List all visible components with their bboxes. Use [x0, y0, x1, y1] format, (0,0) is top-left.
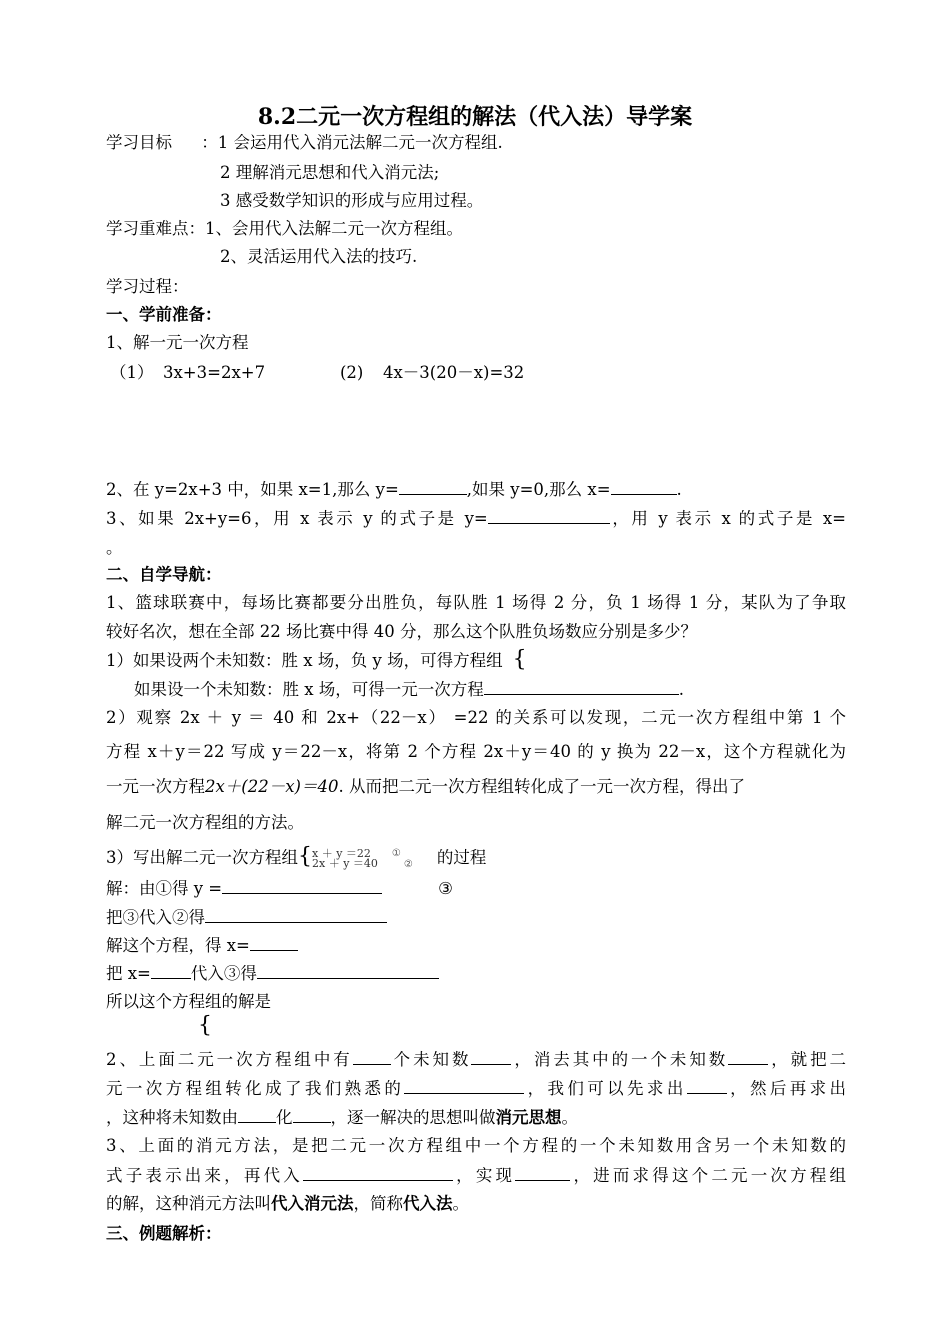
p3-text-a: 式子表示出来，再代入 [106, 1166, 303, 1185]
p2-blank-3[interactable] [728, 1049, 768, 1065]
circled-1: ① [391, 847, 401, 859]
p2-text-f: ，我们可以先求出 [524, 1079, 687, 1098]
s1-line-2 [134, 679, 684, 700]
step2-blank[interactable] [205, 907, 387, 923]
eq2: 4x－3(20－x)=32 [383, 363, 525, 382]
elimination-idea-term: 消元思想 [495, 1108, 562, 1127]
section-1-heading: 一、学前准备： [106, 305, 222, 324]
p2-text-d: ，就把二 [768, 1050, 847, 1069]
system-eq-1: x ＋ y ＝22 [312, 846, 371, 860]
page-title: 8.2二元一次方程组的解法（代入法）导学案 [257, 104, 693, 130]
brace-icon: { [298, 844, 312, 869]
p2-blank-7[interactable] [293, 1107, 331, 1123]
s2-line-2: 方程 x＋y＝22 写成 y＝22－x，将第 2 个方程 2x＋y＝40 的 y 换为 22－x，这个方程就化为 [106, 742, 846, 761]
step-5: 所以这个方程组的解是 [106, 992, 271, 1011]
p2-blank-6[interactable] [238, 1107, 276, 1123]
q2-text-b: ,如果 y=0,那么 x= [466, 480, 611, 499]
sec1-q1: 1、解一元一次方程 [106, 333, 249, 352]
step1-marker: ③ [438, 879, 453, 898]
difficulty-1: 1、会用代入法解二元一次方程组。 [205, 219, 463, 238]
step-3 [106, 935, 298, 956]
difficulty-line-1 [106, 219, 463, 239]
p2-blank-4[interactable] [404, 1078, 524, 1094]
p2-text-k: 。 [561, 1108, 578, 1127]
s2-line-4: 解二元一次方程组的方法。 [106, 813, 304, 832]
q3-blank-y[interactable] [488, 508, 610, 524]
sec1-q2 [106, 479, 682, 500]
p2-text-i: 化 [276, 1108, 293, 1127]
p2-line-1 [106, 1049, 846, 1070]
goal-2: 2 理解消元思想和代入消元法; [220, 163, 440, 182]
p3-text-d: 的解，这种消元方法叫 [106, 1194, 271, 1213]
q2-blank-y[interactable] [399, 479, 467, 495]
goals-line-1 [106, 133, 503, 153]
difficulty-label: 学习重难点： [106, 219, 205, 238]
brace-icon: { [512, 647, 527, 672]
equation-markers [392, 848, 413, 870]
p2-line-3 [106, 1107, 578, 1128]
p2-text-a: 2、上面二元一次方程组中有 [106, 1050, 353, 1069]
section-2-heading: 二、自学导航： [106, 565, 222, 584]
p2-text-h: ，这种将未知数由 [106, 1108, 238, 1127]
step4-blank-x[interactable] [151, 963, 191, 979]
p3-text-e: ，简称 [353, 1194, 403, 1213]
p2-text-c: ，消去其中的一个未知数 [511, 1050, 729, 1069]
p2-text-j: ，逐一解决的思想叫做 [330, 1108, 496, 1127]
p3-text-c: ，进而求得这个二元一次方程组 [570, 1166, 847, 1185]
s2-line-1: 2）观察 2x ＋ y ＝ 40 和 2x+（22－x） =22 的关系可以发现，二元一次方程组中第 1 个 [106, 708, 846, 727]
difficulty-2: 2、灵活运用代入法的技巧. [220, 247, 418, 266]
step-1 [106, 878, 453, 899]
solution-brace-icon: { [198, 1013, 212, 1038]
substitution-elimination-term: 代入消元法 [271, 1194, 354, 1213]
eq1-num: （1） [110, 363, 154, 382]
s2-text-b: . 从而把二元一次方程组转化成了一元一次方程，得出了 [338, 777, 745, 796]
step4-text-a: 把 x= [106, 964, 151, 983]
s1-blank[interactable] [484, 679, 679, 695]
step-4 [106, 963, 439, 984]
p2-blank-5[interactable] [687, 1078, 727, 1094]
step1-text: 解：由①得 y = [106, 879, 223, 898]
p3-blank-2[interactable] [515, 1165, 570, 1181]
p2-text-g: ，然后再求出 [726, 1079, 847, 1098]
p3-blank-1[interactable] [303, 1165, 453, 1181]
p2-text-e: 元一次方程组转化成了我们熟悉的 [106, 1079, 405, 1098]
process-label: 学习过程： [106, 277, 189, 296]
q3-end: 。 [106, 538, 123, 557]
p3-line-1: 3、上面的消元方法，是把二元一次方程组中一个方程的一个未知数用含另一个未知数的 [106, 1136, 846, 1155]
goal-1: 1 会运用代入消元法解二元一次方程组. [217, 133, 503, 152]
step4-text-b: 代入③得 [190, 964, 257, 983]
step-2 [106, 907, 387, 928]
p3-line-2 [106, 1165, 846, 1186]
step3-text: 解这个方程，得 x= [106, 936, 250, 955]
p3-line-3 [106, 1194, 469, 1214]
q2-blank-x[interactable] [611, 479, 677, 495]
goals-colon: ： [201, 133, 218, 152]
s2-line-3 [106, 777, 745, 797]
q3-text-b: ，用 y 表示 x 的式子是 x= [609, 509, 847, 528]
circled-2: ② [403, 858, 413, 870]
q3-text-a: 3、如果 2x+y=6，用 x 表示 y 的式子是 y= [106, 509, 488, 528]
p1-line-1: 1、篮球联赛中，每场比赛都要分出胜负，每队胜 1 场得 2 分，负 1 场得 1 分，某队为了争取 [106, 593, 846, 612]
s1-dot: . [678, 680, 685, 699]
eq2-num: (2) [340, 363, 364, 382]
p2-text-b: 个未知数 [390, 1050, 472, 1069]
substitution-method-term: 代入法 [403, 1194, 453, 1213]
s2-text-a: 一元一次方程 [106, 777, 205, 796]
equation-system [312, 846, 378, 870]
p2-blank-1[interactable] [353, 1049, 391, 1065]
section-3-heading: 三、例题解析： [106, 1224, 222, 1243]
step2-text: 把③代入②得 [106, 908, 205, 927]
step1-blank[interactable] [222, 878, 382, 894]
eq1: 3x+3=2x+7 [163, 363, 266, 382]
q2-text-a: 2、在 y=2x+3 中，如果 x=1,那么 y= [106, 480, 399, 499]
step4-blank[interactable] [257, 963, 439, 979]
system-eq-2: 2x ＋ y ＝40 [312, 856, 378, 870]
s1-text-b: 如果设一个未知数：胜 x 场，可得一元一次方程 [134, 680, 484, 699]
s3-text-a: 3）写出解二元一次方程组 [106, 848, 298, 867]
step3-blank[interactable] [250, 935, 298, 951]
goals-label: 学习目标 [106, 133, 172, 152]
p3-text-f: 。 [452, 1194, 469, 1213]
s1-text: 1）如果设两个未知数：胜 x 场，负 y 场，可得方程组 [106, 651, 503, 670]
p2-blank-2[interactable] [471, 1049, 511, 1065]
p2-line-2 [106, 1078, 846, 1099]
goal-3: 3 感受数学知识的形成与应用过程。 [220, 191, 484, 210]
s3-line [106, 844, 487, 870]
p1-line-2: 较好名次，想在全部 22 场比赛中得 40 分，那么这个队胜负场数应分别是多少？ [106, 622, 697, 641]
p3-text-b: ，实现 [452, 1166, 516, 1185]
sec1-q3 [106, 508, 846, 529]
q2-text-c: . [676, 480, 682, 499]
s3-text-b: 的过程 [436, 848, 487, 867]
s2-equation: 2x＋(22－x)＝40 [205, 777, 339, 796]
s1-line-1 [106, 647, 527, 672]
